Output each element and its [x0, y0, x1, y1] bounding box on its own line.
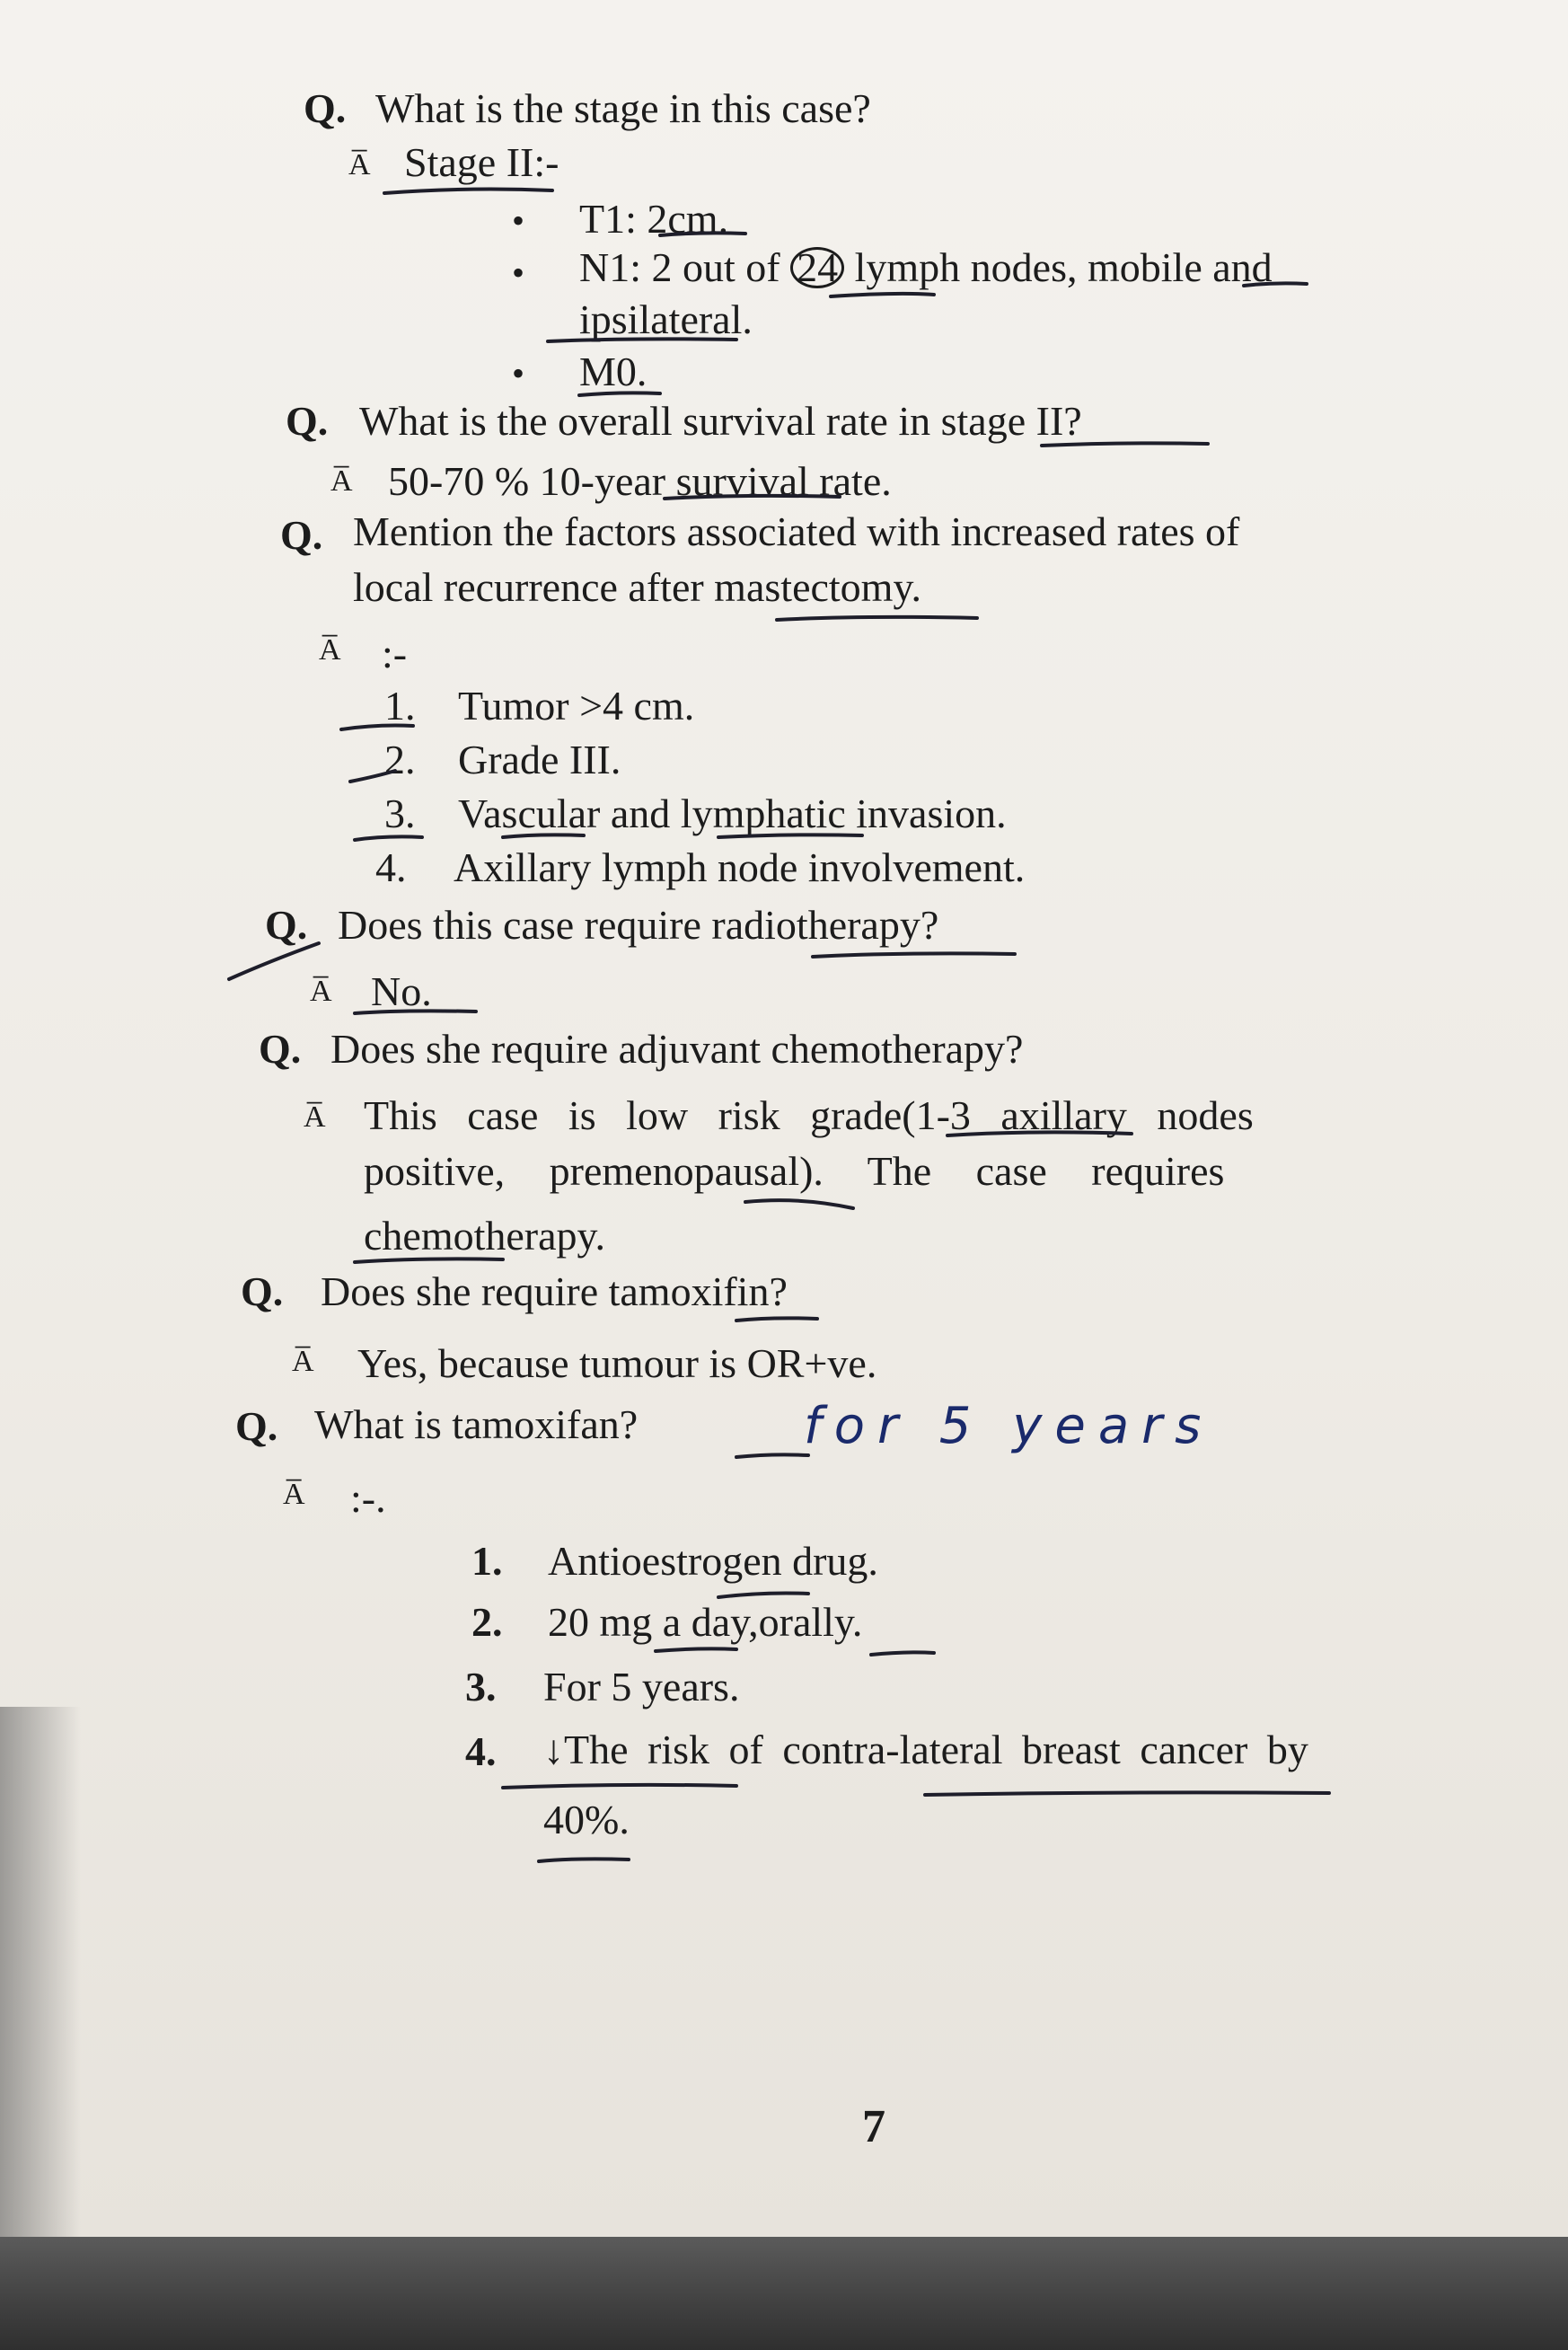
answer-mark: A̅ — [319, 633, 341, 667]
list-number: 3. — [384, 791, 416, 836]
answer-text: No. — [371, 968, 432, 1014]
list-number: 4. — [375, 844, 407, 890]
question-text: What is tamoxifan? — [314, 1401, 639, 1447]
handwritten-note: for 5 years — [804, 1397, 1214, 1455]
answer-mark: A̅ — [310, 975, 332, 1008]
desk-background — [0, 2237, 1568, 2350]
answer-mark: A̅ — [330, 464, 353, 498]
list-item: For 5 years. — [543, 1664, 740, 1709]
list-number: 1. — [471, 1538, 503, 1584]
circled-number: 24 — [790, 247, 844, 288]
list-number: 4. — [465, 1728, 497, 1774]
answer-mark: A̅ — [283, 1478, 305, 1511]
question-prefix: Q. — [241, 1268, 284, 1314]
list-number: 3. — [465, 1664, 497, 1709]
list-item: ↓The risk of contra-lateral breast cancer by — [543, 1727, 1308, 1772]
answer-mark: A̅ — [304, 1100, 326, 1134]
list-item: 20 mg a day,orally. — [548, 1599, 863, 1645]
question-prefix: Q. — [304, 85, 347, 131]
answer-text: positive, premenopausal). The case requires — [364, 1148, 1225, 1194]
list-item: N1: 2 out of 24 lymph nodes, mobile and — [579, 244, 1273, 290]
answer-mark: A̅ — [292, 1345, 314, 1378]
question-prefix: Q. — [259, 1026, 302, 1072]
answer-text: Stage II:- — [404, 139, 559, 185]
list-item-continuation: ipsilateral. — [579, 296, 753, 342]
answer-text: This case is low risk grade(1-3 axillary nodes — [364, 1092, 1254, 1138]
list-item: Grade III. — [458, 737, 621, 782]
list-item: M0. — [579, 349, 647, 394]
answer-text: :-. — [350, 1475, 386, 1521]
question-prefix: Q. — [280, 512, 323, 558]
question-text: Does she require tamoxifin? — [321, 1268, 788, 1314]
question-text: Mention the factors associated with increased rates of — [353, 508, 1240, 554]
list-item: Tumor >4 cm. — [458, 683, 695, 729]
question-text: Does she require adjuvant chemotherapy? — [330, 1026, 1024, 1072]
question-text: What is the overall survival rate in stage II? — [359, 398, 1082, 444]
list-item-continuation: 40%. — [543, 1797, 630, 1842]
list-item: Antioestrogen drug. — [548, 1538, 878, 1584]
list-item: Axillary lymph node involvement. — [454, 844, 1026, 890]
list-item: Vascular and lymphatic invasion. — [458, 791, 1007, 836]
question-prefix: Q. — [286, 398, 329, 444]
list-number: 2. — [471, 1599, 503, 1645]
question-prefix: Q. — [265, 902, 308, 948]
list-number: 1. — [384, 683, 416, 729]
answer-text: 50-70 % 10-year survival rate. — [388, 458, 892, 504]
bullet-icon: • — [512, 252, 525, 293]
list-item: T1: 2cm. — [579, 196, 729, 242]
question-text: Does this case require radiotherapy? — [338, 902, 939, 948]
bullet-icon: • — [512, 353, 525, 393]
answer-text: :- — [382, 631, 408, 676]
answer-text: chemotherapy. — [364, 1213, 606, 1259]
question-text: local recurrence after mastectomy. — [353, 564, 921, 610]
answer-mark: A̅ — [348, 148, 371, 181]
list-number: 2. — [384, 737, 416, 782]
bullet-icon: • — [512, 200, 525, 241]
answer-text: Yes, because tumour is OR+ve. — [357, 1340, 877, 1386]
page-number: 7 — [862, 2101, 885, 2152]
question-text: What is the stage in this case? — [375, 85, 871, 131]
question-prefix: Q. — [235, 1403, 278, 1449]
